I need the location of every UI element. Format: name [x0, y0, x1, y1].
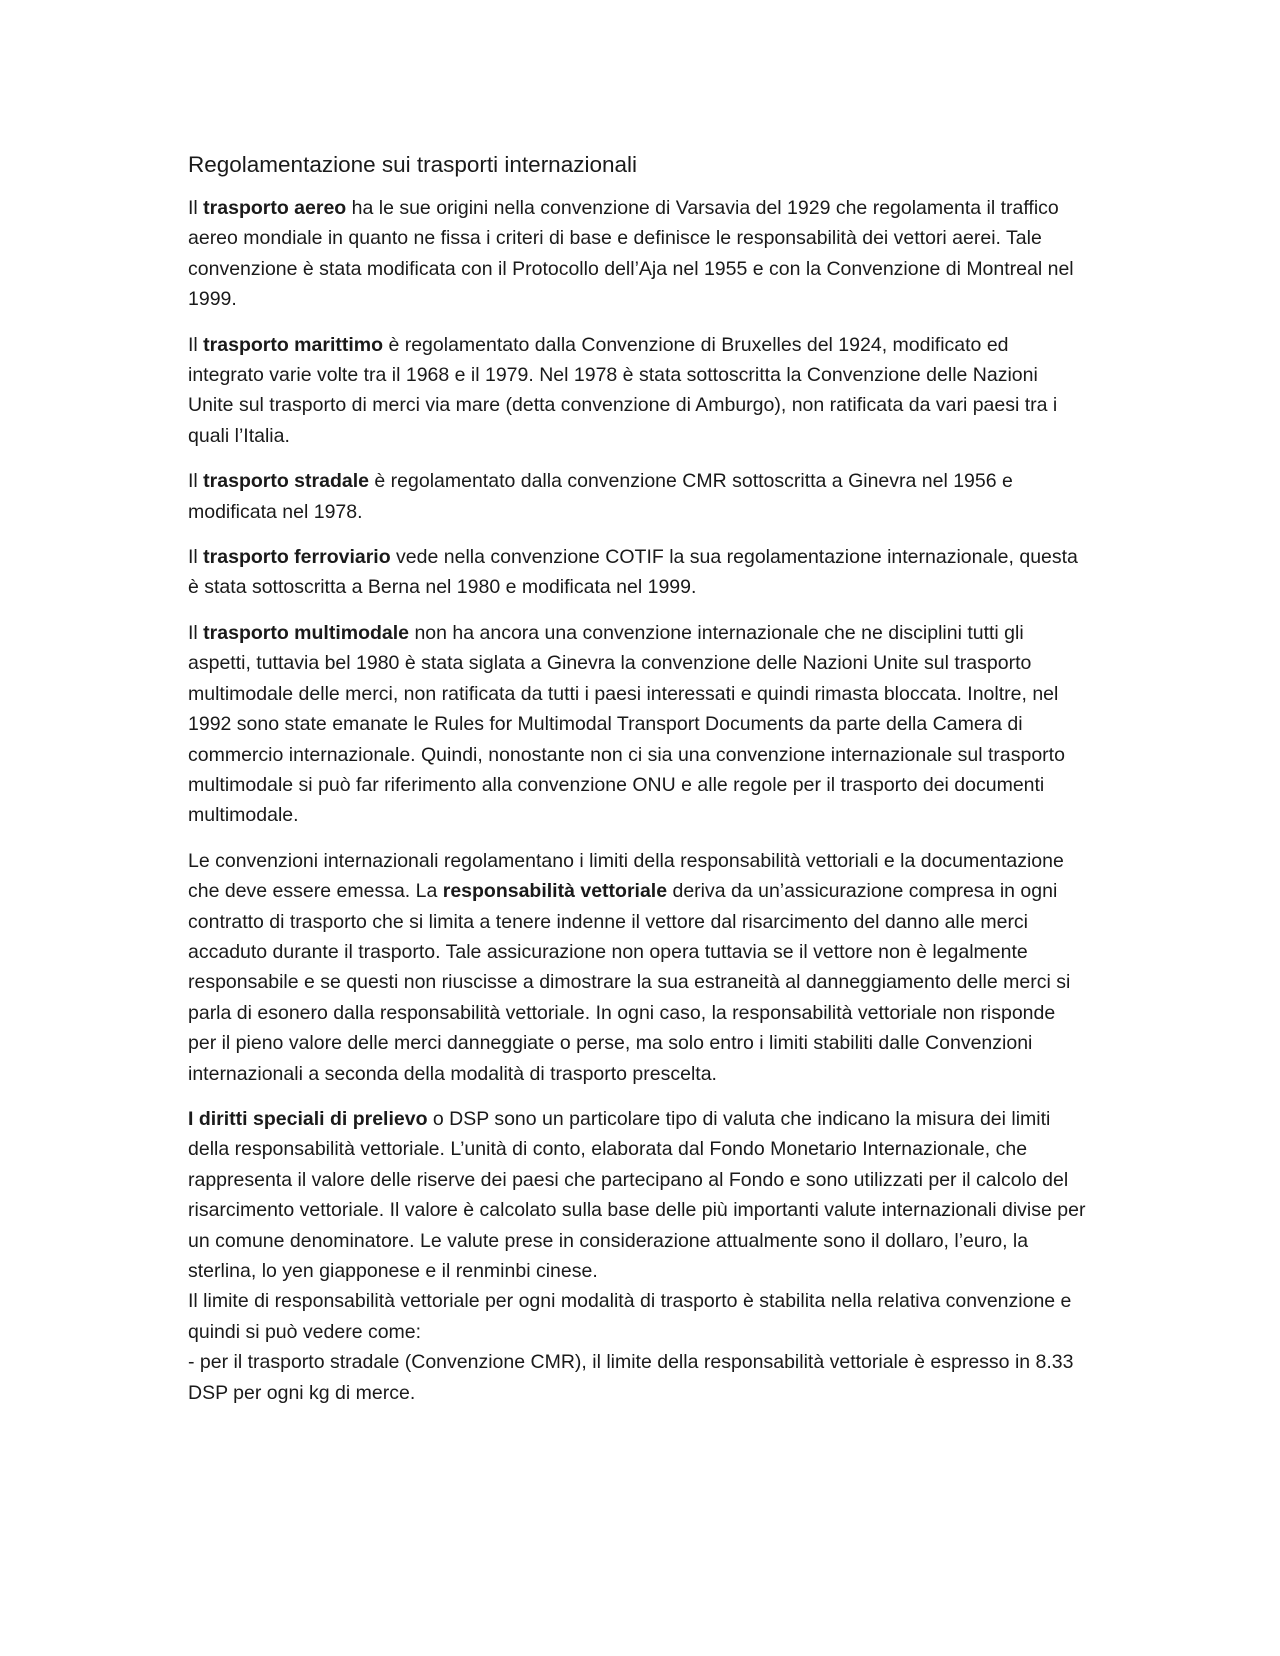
document-title: Regolamentazione sui trasporti internazionali [188, 152, 638, 177]
bold-term: trasporto stradale [203, 470, 369, 493]
paragraph-air-transport [188, 193, 1088, 315]
paragraph-road-transport [188, 466, 1088, 527]
text-run: Le convenzioni internazionali regolamentano i limiti della responsabilità vettoriali e la documentazione che deve essere emessa. La [188, 849, 1064, 903]
text-run: Il [188, 546, 204, 569]
bold-term: trasporto marittimo [203, 333, 384, 356]
paragraph-liability-limit: Il limite di responsabilità vettoriale per ogni modalità di trasporto è stabilita nella relativa convenzione e quindi si può vedere come: [188, 1290, 1072, 1343]
bold-term: trasporto multimodale [203, 621, 410, 644]
text-run: Il [188, 333, 204, 356]
paragraph-maritime-transport [188, 330, 1088, 452]
text-run: vede nella convenzione COTIF la sua regolamentazione internazionale, questa è stata sottoscritta a Berna nel 1980 e modificata nel 1999. [188, 546, 1078, 599]
paragraph-multimodal-transport [188, 618, 1088, 831]
text-run: è regolamentato dalla Convenzione di Bruxelles del 1924, modificato ed integrato varie volte tra il 1968 e il 1979. Nel 1978 è stata sottoscritta la Convenzione delle Nazioni Unite sul trasporto di merci via mare (detta convenzione di Amburgo), non ratificata da vari paesi tra i quali l’Italia. [188, 333, 1058, 447]
bold-term: trasporto aereo [203, 197, 347, 219]
text-run: Il [188, 621, 204, 644]
text-run: Il [188, 197, 204, 219]
document-page [188, 150, 1088, 1408]
bold-term: trasporto ferroviario [203, 546, 391, 569]
bold-term: responsabilità vettoriale [442, 880, 668, 903]
paragraph-special-drawing-rights [188, 1104, 1088, 1286]
text-run: è regolamentato dalla convenzione CMR sottoscritta a Ginevra nel 1956 e modificata nel 1978. [188, 470, 1013, 523]
paragraph-carrier-liability [188, 846, 1088, 1089]
paragraph-road-limit: - per il trasporto stradale (Convenzione CMR), il limite della responsabilità vettoriale è espresso in 8.33 DSP per ogni kg di merce. [188, 1351, 1074, 1404]
paragraph-rail-transport [188, 542, 1088, 603]
text-run: ha le sue origini nella convenzione di Varsavia del 1929 che regolamenta il traffico aereo mondiale in quanto ne fissa i criteri di base e definisce le responsabilità dei vettori aerei. Tale convenzione è stata modificata con il Protocollo dell’Aja nel 1955 e con la Convenzione di Montreal nel 1999. [188, 197, 1074, 311]
text-run: Il [188, 470, 204, 493]
text-run: o DSP sono un particolare tipo di valuta che indicano la misura dei limiti della responsabilità vettoriale. L’unità di conto, elaborata dal Fondo Monetario Internazionale, che rappresenta il valore delle riserve dei paesi che partecipano al Fondo e sono utilizzati per il calcolo del risarcimento vettoriale. Il valore è calcolato sulla base delle più importanti valute internazionali divise per un comune denominatore. Le valute prese in considerazione attualmente sono il dollaro, l’euro, la sterlina, lo yen giapponese e il renminbi cinese. [188, 1107, 1086, 1282]
bold-term: I diritti speciali di prelievo [188, 1107, 428, 1130]
text-run: deriva da un’assicurazione compresa in ogni contratto di trasporto che si limita a tenere indenne il vettore dal risarcimento del danno alle merci accaduto durante il trasporto. Tale assicurazione non opera tuttavia se il vettore non è legalmente responsabile e se questi non riuscisse a dimostrare la sua estraneità al danneggiamento delle merci si parla di esonero dalla responsabilità vettoriale. In ogni caso, la responsabilità vettoriale non risponde per il pieno valore delle merci danneggiate o perse, ma solo entro i limiti stabiliti dalle Convenzioni internazionali a seconda della modalità di trasporto prescelta. [188, 880, 1071, 1085]
text-run: non ha ancora una convenzione internazionale che ne disciplini tutti gli aspetti, tuttavia bel 1980 è stata siglata a Ginevra la convenzione delle Nazioni Unite sul trasporto multimodale delle merci, non ratificata da tutti i paesi interessati e quindi rimasta bloccata. Inoltre, nel 1992 sono state emanate le Rules for Multimodal Transport Documents da parte della Camera di commercio internazionale. Quindi, nonostante non ci sia una convenzione internazionale sul trasporto multimodale si può far riferimento alla convenzione ONU e alle regole per il trasporto dei documenti multimodale. [188, 621, 1065, 827]
